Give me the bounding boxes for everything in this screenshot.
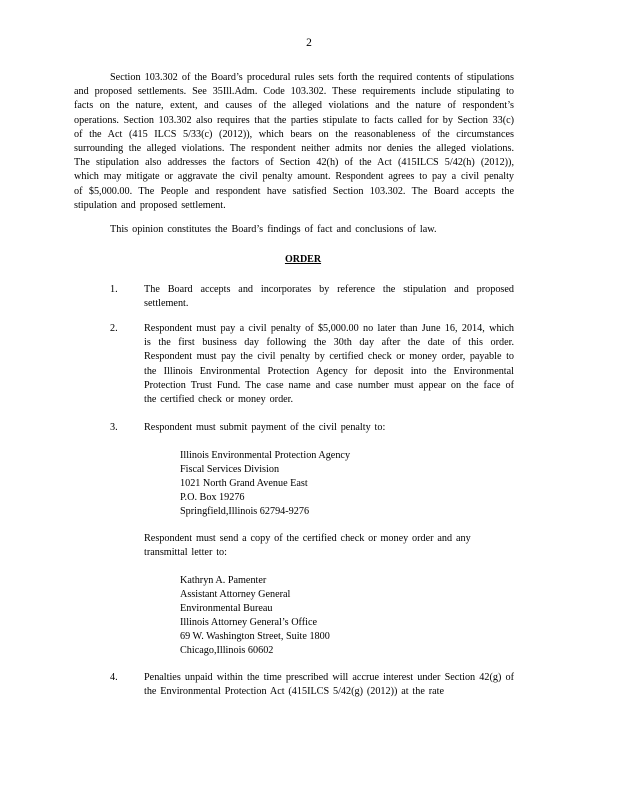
- address-line: Illinois Environmental Protection Agency: [180, 450, 351, 461]
- settlement-paragraph: [74, 71, 514, 213]
- copy-instruction: Respondent must send a copy of the certified check or money order and any transmittal letter to:: [144, 533, 471, 559]
- payment-address: [180, 449, 350, 519]
- item-number: 3.: [110, 422, 118, 433]
- findings-paragraph: This opinion constitutes the Board’s findings of fact and conclusions of law.: [110, 224, 437, 235]
- address-line: Fiscal Services Division: [180, 464, 280, 475]
- item-number: 1.: [110, 284, 118, 295]
- item-number: 4.: [110, 672, 118, 683]
- address-line: Springfield,Illinois 62794-9276: [180, 506, 310, 517]
- item-text: Penalties unpaid within the time prescribed will accrue interest under Section 42(g) of the Environmental Protection Act (415ILCS 5/42(g) (2012)) at the rate: [144, 672, 514, 698]
- item-text: Respondent must pay a civil penalty of $5,000.00 no later than June 16, 2014, which is the first business day following the 30th day after the date of this order. Respondent must pay the civil penalty by certified check or money order, payable to the Illinois Environmental Protection Agency for deposit into the Environmental Protection Trust Fund. The case name and case number must appear on the face of the certified check or money order.: [144, 323, 514, 406]
- address-line: 69 W. Washington Street, Suite 1800: [180, 631, 330, 642]
- item-text: Respondent must submit payment of the civil penalty to:: [144, 422, 386, 433]
- address-line: 1021 North Grand Avenue East: [180, 478, 308, 489]
- copy-address: [180, 574, 330, 658]
- paragraph-text: Section 103.302 of the Board’s procedural rules sets forth the required contents of stipulations and proposed settlements. See 35Ill.Adm. Code 103.302. These requirements include stipulating to facts on the nature, extent, and causes of the alleged violations and the nature of respondent’s operations. Section 103.302 also requires that the parties stipulate to facts called for by Section 33(c) of the Act (415 ILCS 5/33(c) (2012)), which bears on the reasonableness of the circumstances surrounding the alleged violations. The respondent neither admits nor denies the alleged violations. The stipulation also addresses the factors of Section 42(h) of the Act (415ILCS 5/42(h) (2012)), which may mitigate or aggravate the civil penalty amount. Respondent agrees to pay a civil penalty of $5,000.00. The People and respondent have satisfied Section 103.302. The Board accepts the stipulation and proposed settlement.: [74, 72, 514, 211]
- item-text: The Board accepts and incorporates by reference the stipulation and proposed settlement.: [144, 284, 514, 310]
- address-line: P.O. Box 19276: [180, 492, 245, 503]
- address-line: Assistant Attorney General: [180, 589, 291, 600]
- address-line: Kathryn A. Pamenter: [180, 575, 267, 586]
- address-line: Chicago,Illinois 60602: [180, 645, 274, 656]
- page-number: 2: [306, 37, 312, 49]
- order-heading-text: ORDER: [284, 254, 322, 265]
- address-line: Illinois Attorney General’s Office: [180, 617, 318, 628]
- item-number: 2.: [110, 323, 118, 334]
- address-line: Environmental Bureau: [180, 603, 273, 614]
- order-heading: [0, 254, 618, 265]
